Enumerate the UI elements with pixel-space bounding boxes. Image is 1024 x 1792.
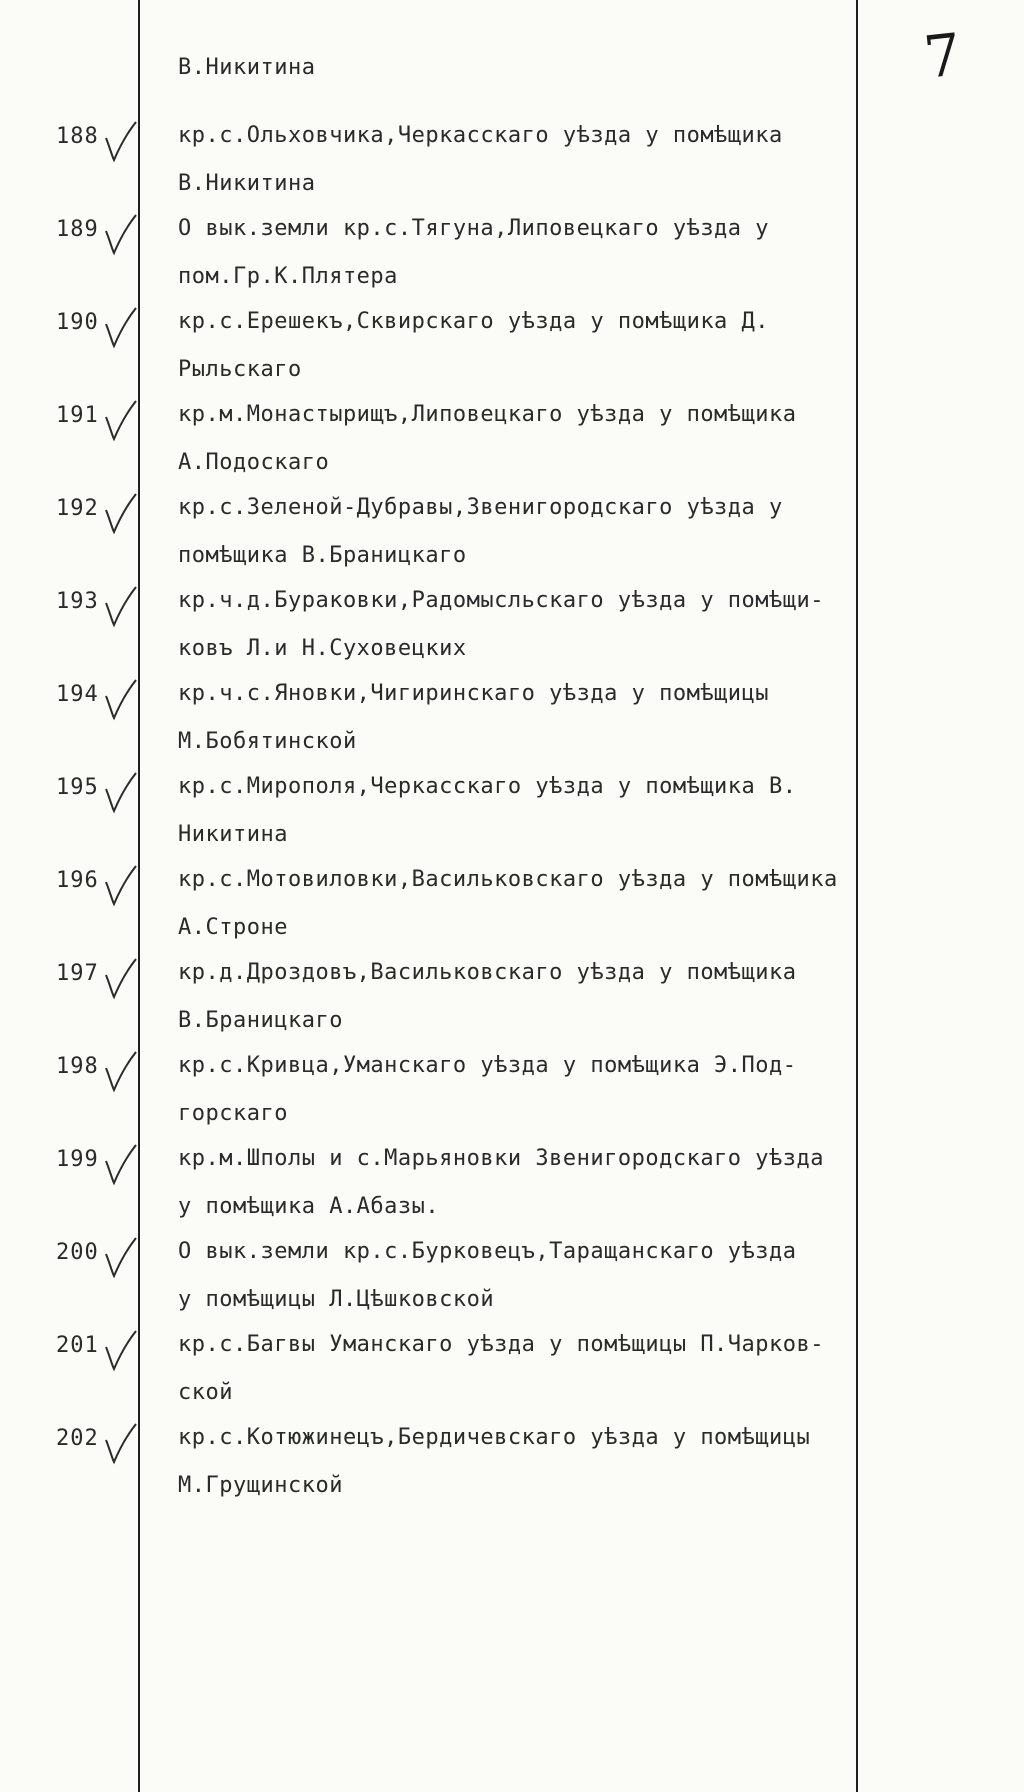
entry-text: кр.с.Мотовиловки,Васильковскаго уѣзда у помѣщика А.Строне <box>178 867 838 940</box>
entry-text: кр.м.Монастырищъ,Липовецкаго уѣзда у помѣщика А.Подоскаго <box>178 402 797 475</box>
entry-text: кр.м.Шполы и с.Марьяновки Звенигородскаго уѣзда у помѣщика А.Абазы. <box>178 1146 825 1219</box>
entry-text: кр.с.Ольховчика,Черкасскаго уѣзда у помѣщика В.Никитина <box>178 123 783 196</box>
entry-number: 201 <box>56 1333 99 1358</box>
entry-text: кр.с.Котюжинецъ,Бердичевскаго уѣзда у помѣщицы М.Грущинской <box>178 1425 811 1498</box>
entry-text: кр.с.Зеленой-Дубравы,Звенигородскаго уѣзда у помѣщика В.Браницкаго <box>178 495 783 568</box>
check-mark-icon <box>100 1050 140 1094</box>
check-mark-icon <box>100 1422 140 1466</box>
entry-number: 194 <box>56 682 99 707</box>
entry-text: кр.с.Ерешекъ,Сквирскаго уѣзда у помѣщика Д. Рыльскаго <box>178 309 770 382</box>
entry-number: 195 <box>56 775 99 800</box>
check-mark-icon <box>100 957 140 1001</box>
page-number: 7 <box>920 20 965 92</box>
check-mark-icon <box>100 1143 140 1187</box>
entry-number: 191 <box>56 403 99 428</box>
entry-number: 198 <box>56 1054 99 1079</box>
entry-text: кр.с.Мирополя,Черкасскаго уѣзда у помѣщика В. Никитина <box>178 774 797 847</box>
check-mark-icon <box>100 1236 140 1280</box>
entry-text: кр.ч.с.Яновки,Чигиринскаго уѣзда у помѣщицы М.Бобятинской <box>178 681 770 754</box>
header-continuation: В.Никитина <box>178 55 316 80</box>
entry-text: кр.с.Багвы Уманскаго уѣзда у помѣщицы П.Чарков- ской <box>178 1332 825 1405</box>
entry-text: О вык.земли кр.с.Бурковецъ,Таращанскаго уѣзда у помѣщицы Л.Цѣшковской <box>178 1239 797 1312</box>
check-mark-icon <box>100 306 140 350</box>
entry-number: 190 <box>56 310 99 335</box>
check-mark-icon <box>100 678 140 722</box>
entry-number: 193 <box>56 589 99 614</box>
entry-text: кр.д.Дроздовъ,Васильковскаго уѣзда у помѣщика В.Браницкаго <box>178 960 797 1033</box>
entry-number: 196 <box>56 868 99 893</box>
entry-number: 199 <box>56 1147 99 1172</box>
entry-number: 202 <box>56 1426 99 1451</box>
check-mark-icon <box>100 864 140 908</box>
check-mark-icon <box>100 399 140 443</box>
entry-number: 188 <box>56 124 99 149</box>
entry-number: 192 <box>56 496 99 521</box>
entry-number: 197 <box>56 961 99 986</box>
entry-text: О вык.земли кр.с.Тягуна,Липовецкаго уѣзда у пом.Гр.К.Плятера <box>178 216 770 289</box>
check-mark-icon <box>100 492 140 536</box>
entry-number: 189 <box>56 217 99 242</box>
check-mark-icon <box>100 585 140 629</box>
entry-text: кр.с.Кривца,Уманскаго уѣзда у помѣщика Э.Под- горскаго <box>178 1053 797 1126</box>
entry-text: кр.ч.д.Бураковки,Радомысльскаго уѣзда у помѣщи- ковъ Л.и Н.Суховецких <box>178 588 825 661</box>
check-mark-icon <box>100 120 140 164</box>
check-mark-icon <box>100 1329 140 1373</box>
entry-number: 200 <box>56 1240 99 1265</box>
check-mark-icon <box>100 213 140 257</box>
check-mark-icon <box>100 771 140 815</box>
